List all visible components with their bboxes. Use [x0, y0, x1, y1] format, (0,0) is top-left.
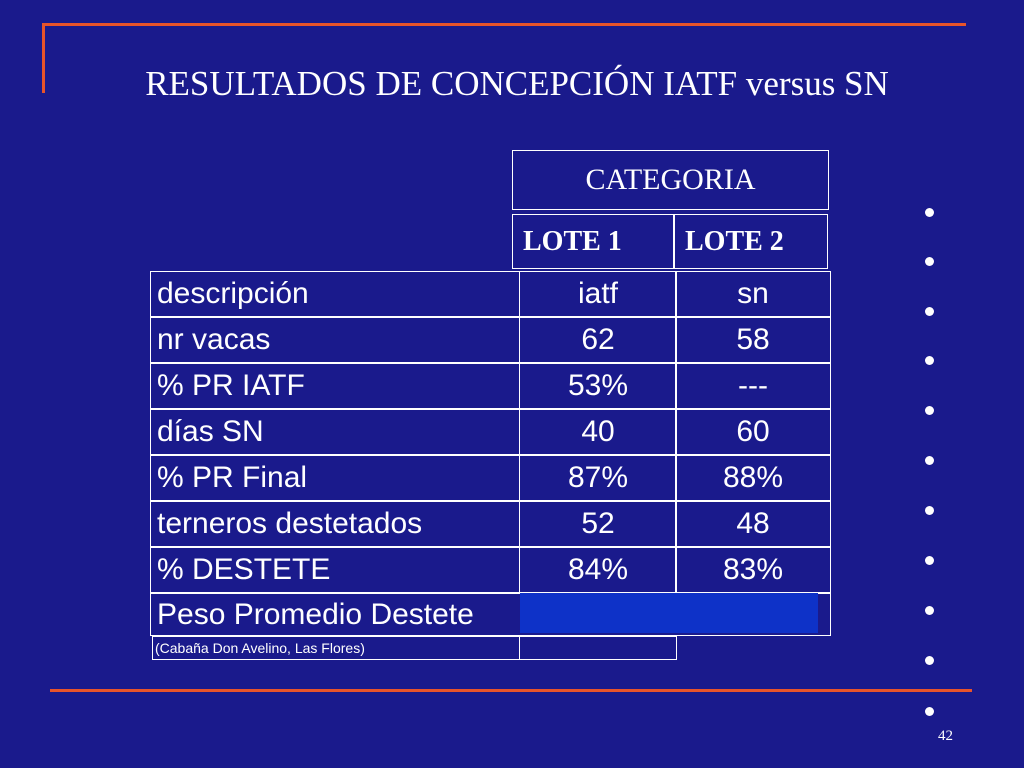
table-row-label: nr vacas [150, 317, 520, 363]
bullet-icon [925, 406, 934, 415]
source-note: (Cabaña Don Avelino, Las Flores) [152, 636, 520, 660]
table-row-label: Peso Promedio Destete [150, 593, 831, 636]
table-cell-lot-1: 52 [519, 501, 677, 547]
empty-cell [519, 636, 677, 660]
table-row-label: días SN [150, 409, 520, 455]
bullet-icon [925, 356, 934, 365]
bullet-icon [925, 656, 934, 665]
bullet-icon [925, 307, 934, 316]
bullet-icon [925, 606, 934, 615]
bullet-icon [925, 707, 934, 716]
bullet-icon [925, 456, 934, 465]
lot-2-header: LOTE 2 [674, 214, 828, 269]
table-cell-lot-2: 88% [675, 455, 831, 501]
table-row-label: % PR Final [150, 455, 520, 501]
category-header: CATEGORIA [512, 150, 829, 210]
table-cell-lot-1: iatf [519, 271, 677, 317]
table-cell-lot-2: --- [675, 363, 831, 409]
bullet-icon [925, 556, 934, 565]
table-cell-lot-1: 87% [519, 455, 677, 501]
table-cell-lot-2: 48 [675, 501, 831, 547]
table-row-label: descripción [150, 271, 520, 317]
table-cell-lot-2: 83% [675, 547, 831, 593]
bottom-rule [50, 689, 972, 692]
lot-1-header: LOTE 1 [512, 214, 674, 269]
table-row-label: terneros destetados [150, 501, 520, 547]
bullet-icon [925, 506, 934, 515]
highlight-box [520, 593, 818, 633]
slide-title: RESULTADOS DE CONCEPCIÓN IATF versus SN [145, 64, 889, 103]
table-row-label: % PR IATF [150, 363, 520, 409]
table-cell-lot-1: 53% [519, 363, 677, 409]
table-cell-lot-2: sn [675, 271, 831, 317]
table-cell-lot-1: 84% [519, 547, 677, 593]
table-cell-lot-2: 60 [675, 409, 831, 455]
table-cell-lot-2: 58 [675, 317, 831, 363]
table-row-label: % DESTETE [150, 547, 520, 593]
bullet-icon [925, 257, 934, 266]
bullet-icon [925, 208, 934, 217]
page-number: 42 [938, 728, 953, 744]
top-rule [42, 23, 966, 26]
table-cell-lot-1: 40 [519, 409, 677, 455]
table-cell-lot-1: 62 [519, 317, 677, 363]
